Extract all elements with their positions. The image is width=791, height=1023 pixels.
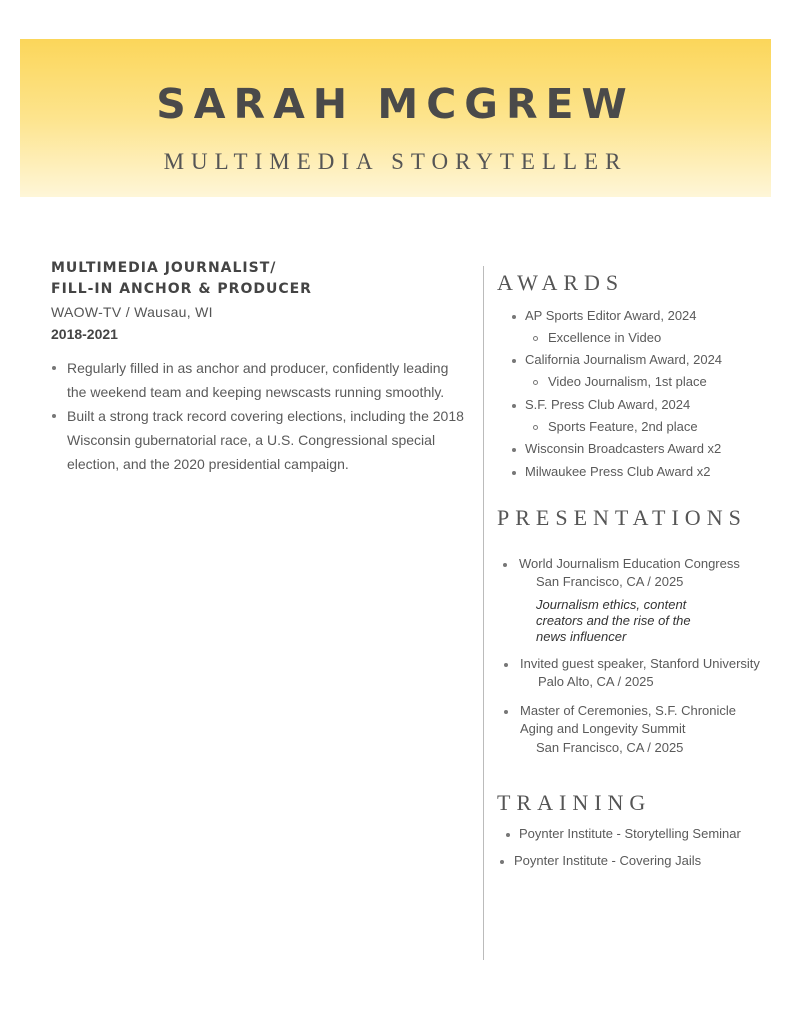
sub-bullet-icon [533, 336, 538, 341]
award-sub-label: Excellence in Video [548, 330, 662, 345]
awards-heading: AWARDS [497, 270, 625, 295]
employment-dates: 2018-2021 [51, 326, 118, 342]
bullet-icon [512, 315, 516, 319]
training-item [519, 826, 741, 841]
award-item [525, 464, 710, 479]
award-item [525, 441, 721, 456]
presentation-item [520, 656, 760, 671]
presentation-location: San Francisco, CA / 2025 [536, 574, 684, 589]
award-subitem [548, 330, 661, 345]
award-sub-label: Sports Feature, 2nd place [548, 419, 698, 434]
bullet-icon [512, 448, 516, 452]
presentation-item [520, 703, 736, 718]
job-title-line1: MULTIMEDIA JOURNALIST/ [51, 260, 277, 276]
award-label: AP Sports Editor Award, 2024 [525, 308, 697, 323]
presentation-location: San Francisco, CA / 2025 [536, 740, 684, 755]
award-item [525, 397, 690, 412]
duties-list [51, 356, 471, 476]
award-subitem [548, 374, 707, 389]
presentation-topic-line: Journalism ethics, content [536, 597, 687, 612]
training-label: Poynter Institute - Storytelling Seminar [519, 826, 741, 841]
resume-name: SARAH MCGREW [156, 80, 635, 128]
award-label: Wisconsin Broadcasters Award x2 [525, 441, 722, 456]
presentation-location: Palo Alto, CA / 2025 [538, 674, 654, 689]
bullet-icon [500, 860, 504, 864]
column-divider [483, 266, 484, 960]
presentation-topic-line: creators and the rise of the [536, 613, 691, 628]
award-sub-label: Video Journalism, 1st place [548, 374, 707, 389]
bullet-icon [512, 404, 516, 408]
bullet-icon [504, 710, 508, 714]
award-label: S.F. Press Club Award, 2024 [525, 397, 691, 412]
bullet-icon [504, 663, 508, 667]
employer: WAOW-TV / Wausau, WI [51, 304, 213, 320]
training-heading: TRAINING [497, 790, 652, 815]
sub-bullet-icon [533, 380, 538, 385]
award-item [525, 352, 722, 367]
presentation-title-line2: Aging and Longevity Summit [520, 721, 686, 736]
training-item [514, 853, 701, 868]
bullet-icon [512, 471, 516, 475]
presentation-title: Invited guest speaker, Stanford University [520, 656, 760, 671]
presentation-title: World Journalism Education Congress [519, 556, 740, 571]
presentations-heading: PRESENTATIONS [497, 505, 747, 530]
bullet-icon [503, 563, 507, 567]
presentation-title: Master of Ceremonies, S.F. Chronicle [520, 703, 737, 718]
duty-item: Built a strong track record covering elections, including the 2018 Wisconsin gubernatorial race, a U.S. Congressional special election, and the 2020 presidential campaign. [67, 404, 471, 476]
job-title-line2: FILL-IN ANCHOR & PRODUCER [51, 281, 312, 297]
training-label: Poynter Institute - Covering Jails [514, 853, 702, 868]
presentation-topic-line: news influencer [536, 629, 627, 644]
award-label: California Journalism Award, 2024 [525, 352, 723, 367]
award-subitem [548, 419, 698, 434]
experience-section [51, 258, 471, 476]
duty-item: Regularly filled in as anchor and producer, confidently leading the weekend team and keeping newscasts running smoothly. [67, 356, 471, 404]
award-item [525, 308, 697, 323]
presentation-item [519, 556, 740, 571]
bullet-icon [512, 359, 516, 363]
award-label: Milwaukee Press Club Award x2 [525, 464, 711, 479]
sub-bullet-icon [533, 425, 538, 430]
presentation-topic [536, 597, 691, 645]
resume-title: MULTIMEDIA STORYTELLER [163, 149, 628, 174]
bullet-icon [506, 833, 510, 837]
